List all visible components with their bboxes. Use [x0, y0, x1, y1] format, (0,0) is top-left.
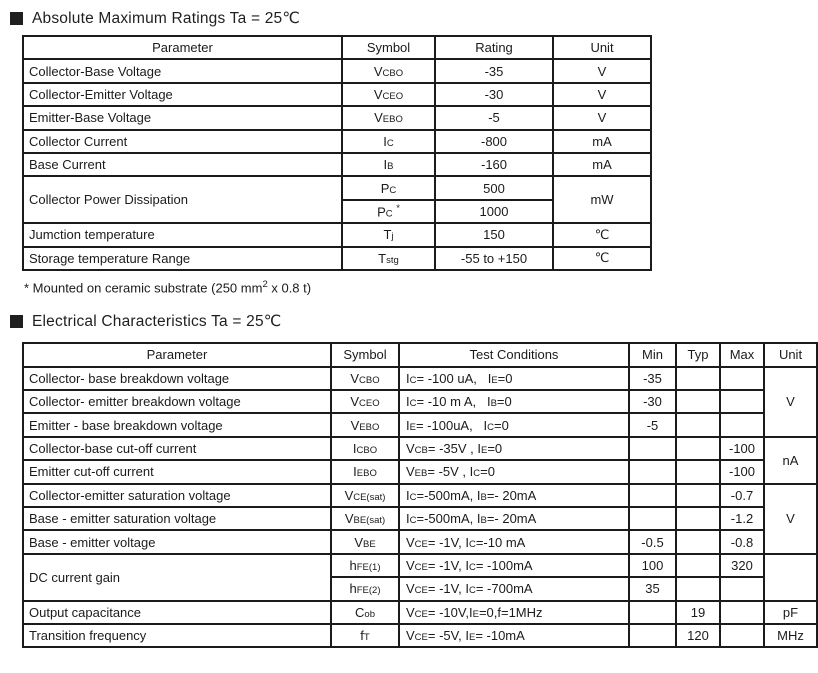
- max-cell: -0.7: [720, 484, 764, 507]
- typ-cell: [676, 437, 720, 460]
- col-header-max: Max: [720, 343, 764, 366]
- symbol-cell: hFE(2): [331, 577, 399, 600]
- typ-cell: [676, 413, 720, 436]
- parameter-cell: Collector Current: [23, 130, 342, 153]
- parameter-cell: Collector-emitter saturation voltage: [23, 484, 331, 507]
- typ-cell: [676, 460, 720, 483]
- max-cell: -100: [720, 437, 764, 460]
- typ-cell: [676, 577, 720, 600]
- table-header-row: [23, 36, 651, 59]
- col-header-typ: Typ: [676, 343, 720, 366]
- unit-cell: MHz: [764, 624, 817, 647]
- unit-cell: pF: [764, 601, 817, 624]
- symbol-cell: fT: [331, 624, 399, 647]
- table-row: [23, 554, 817, 577]
- symbol-cell: VCEO: [331, 390, 399, 413]
- typ-cell: [676, 530, 720, 553]
- table-row: [23, 130, 651, 153]
- conditions-cell: IC=-500mA, IB=- 20mA: [399, 507, 629, 530]
- conditions-cell: VCE= -1V, IC= -100mA: [399, 554, 629, 577]
- section-bullet-icon: [10, 315, 23, 328]
- unit-cell: V: [553, 83, 651, 106]
- unit-cell: ℃: [553, 223, 651, 246]
- min-cell: 35: [629, 577, 676, 600]
- min-cell: [629, 437, 676, 460]
- parameter-cell: Emitter cut-off current: [23, 460, 331, 483]
- min-cell: [629, 460, 676, 483]
- symbol-cell: PC *: [342, 200, 435, 223]
- table-row: [23, 367, 817, 390]
- symbol-cell: VCEO: [342, 83, 435, 106]
- table-row: [23, 507, 817, 530]
- table-row: [23, 59, 651, 82]
- min-cell: [629, 484, 676, 507]
- rating-cell: -160: [435, 153, 553, 176]
- rating-cell: 500: [435, 176, 553, 199]
- max-cell: [720, 624, 764, 647]
- table-row: [23, 601, 817, 624]
- min-cell: [629, 507, 676, 530]
- conditions-cell: IC= -100 uA, IE=0: [399, 367, 629, 390]
- parameter-cell: Collector-Base Voltage: [23, 59, 342, 82]
- unit-cell: V: [553, 59, 651, 82]
- section-title-text: Electrical Characteristics Ta = 25℃: [32, 313, 282, 331]
- conditions-cell: VCE= -10V,IE=0,f=1MHz: [399, 601, 629, 624]
- col-header-test-conditions: Test Conditions: [399, 343, 629, 366]
- min-cell: [629, 601, 676, 624]
- col-header-parameter: Parameter: [23, 36, 342, 59]
- table-row: [23, 176, 651, 199]
- symbol-cell: IEBO: [331, 460, 399, 483]
- symbol-cell: IB: [342, 153, 435, 176]
- max-cell: -1.2: [720, 507, 764, 530]
- table-row: [23, 223, 651, 246]
- symbol-cell: PC: [342, 176, 435, 199]
- col-header-symbol: Symbol: [331, 343, 399, 366]
- symbol-cell: VEBO: [342, 106, 435, 129]
- table-row: [23, 390, 817, 413]
- col-header-min: Min: [629, 343, 676, 366]
- conditions-cell: VCE= -1V, IC= -700mA: [399, 577, 629, 600]
- max-cell: [720, 413, 764, 436]
- typ-cell: [676, 484, 720, 507]
- typ-cell: 19: [676, 601, 720, 624]
- min-cell: -0.5: [629, 530, 676, 553]
- symbol-cell: VCBO: [342, 59, 435, 82]
- parameter-cell: Transition frequency: [23, 624, 331, 647]
- symbol-cell: Cob: [331, 601, 399, 624]
- symbol-cell: VCBO: [331, 367, 399, 390]
- unit-cell: ℃: [553, 247, 651, 270]
- symbol-cell: VCE(sat): [331, 484, 399, 507]
- table-row: [23, 530, 817, 553]
- section-bullet-icon: [10, 12, 23, 25]
- section-title-text: Absolute Maximum Ratings Ta = 25℃: [32, 10, 300, 27]
- footnote: * Mounted on ceramic substrate (250 $mm^2$ x 0.8 t): [24, 278, 312, 296]
- max-cell: [720, 601, 764, 624]
- unit-cell: V: [764, 484, 817, 554]
- conditions-cell: IC= -10 m A, IB=0: [399, 390, 629, 413]
- max-cell: -0.8: [720, 530, 764, 553]
- max-cell: [720, 390, 764, 413]
- col-header-unit: Unit: [553, 36, 651, 59]
- min-cell: -30: [629, 390, 676, 413]
- max-cell: 320: [720, 554, 764, 577]
- conditions-cell: VCE= -1V, IC=-10 mA: [399, 530, 629, 553]
- table-row: [23, 153, 651, 176]
- rating-cell: -35: [435, 59, 553, 82]
- max-cell: -100: [720, 460, 764, 483]
- symbol-cell: IC: [342, 130, 435, 153]
- conditions-cell: IE= -100uA, IC=0: [399, 413, 629, 436]
- rating-cell: -5: [435, 106, 553, 129]
- parameter-cell: Output capacitance: [23, 601, 331, 624]
- parameter-cell: Base Current: [23, 153, 342, 176]
- unit-cell: V: [553, 106, 651, 129]
- col-header-symbol: Symbol: [342, 36, 435, 59]
- table-row: [23, 247, 651, 270]
- conditions-cell: IC=-500mA, IB=- 20mA: [399, 484, 629, 507]
- col-header-rating: Rating: [435, 36, 553, 59]
- max-cell: [720, 367, 764, 390]
- symbol-cell: Tj: [342, 223, 435, 246]
- rating-cell: -800: [435, 130, 553, 153]
- symbol-cell: hFE(1): [331, 554, 399, 577]
- section-title-electrical: [0, 295, 818, 331]
- rating-cell: -55 to +150: [435, 247, 553, 270]
- unit-cell: nA: [764, 437, 817, 484]
- typ-cell: [676, 367, 720, 390]
- parameter-cell: Collector- emitter breakdown voltage: [23, 390, 331, 413]
- unit-cell: mW: [553, 176, 651, 223]
- min-cell: -35: [629, 367, 676, 390]
- symbol-cell: ICBO: [331, 437, 399, 460]
- typ-cell: [676, 554, 720, 577]
- table-row: [23, 624, 817, 647]
- rating-cell: 150: [435, 223, 553, 246]
- parameter-cell: Collector-base cut-off current: [23, 437, 331, 460]
- conditions-cell: VEB= -5V , IC=0: [399, 460, 629, 483]
- max-cell: [720, 577, 764, 600]
- symbol-cell: VEBO: [331, 413, 399, 436]
- typ-cell: 120: [676, 624, 720, 647]
- rating-cell: -30: [435, 83, 553, 106]
- symbol-cell: Tstg: [342, 247, 435, 270]
- section-title-absolute-maximum: [0, 0, 818, 28]
- rating-cell: 1000: [435, 200, 553, 223]
- parameter-cell: Base - emitter saturation voltage: [23, 507, 331, 530]
- parameter-cell: Collector- base breakdown voltage: [23, 367, 331, 390]
- unit-cell: V: [764, 367, 817, 437]
- table-row: [23, 83, 651, 106]
- typ-cell: [676, 507, 720, 530]
- table-row: [23, 413, 817, 436]
- absolute-maximum-ratings-table: [22, 35, 652, 271]
- parameter-cell: DC current gain: [23, 554, 331, 601]
- parameter-cell: Collector-Emitter Voltage: [23, 83, 342, 106]
- unit-cell: mA: [553, 130, 651, 153]
- unit-cell: [764, 554, 817, 601]
- parameter-cell: Collector Power Dissipation: [23, 176, 342, 223]
- unit-cell: mA: [553, 153, 651, 176]
- table-row: [23, 484, 817, 507]
- symbol-cell: VBE(sat): [331, 507, 399, 530]
- min-cell: [629, 624, 676, 647]
- col-header-unit: Unit: [764, 343, 817, 366]
- table-header-row: [23, 343, 817, 366]
- parameter-cell: Storage temperature Range: [23, 247, 342, 270]
- parameter-cell: Emitter-Base Voltage: [23, 106, 342, 129]
- conditions-cell: VCE= -5V, IE= -10mA: [399, 624, 629, 647]
- min-cell: 100: [629, 554, 676, 577]
- table-row: [23, 460, 817, 483]
- conditions-cell: VCB= -35V , IE=0: [399, 437, 629, 460]
- min-cell: -5: [629, 413, 676, 436]
- electrical-characteristics-table: [22, 342, 818, 648]
- parameter-cell: Emitter - base breakdown voltage: [23, 413, 331, 436]
- parameter-cell: Base - emitter voltage: [23, 530, 331, 553]
- typ-cell: [676, 390, 720, 413]
- symbol-cell: VBE: [331, 530, 399, 553]
- table-row: [23, 437, 817, 460]
- col-header-parameter: Parameter: [23, 343, 331, 366]
- parameter-cell: Jumction temperature: [23, 223, 342, 246]
- table-row: [23, 106, 651, 129]
